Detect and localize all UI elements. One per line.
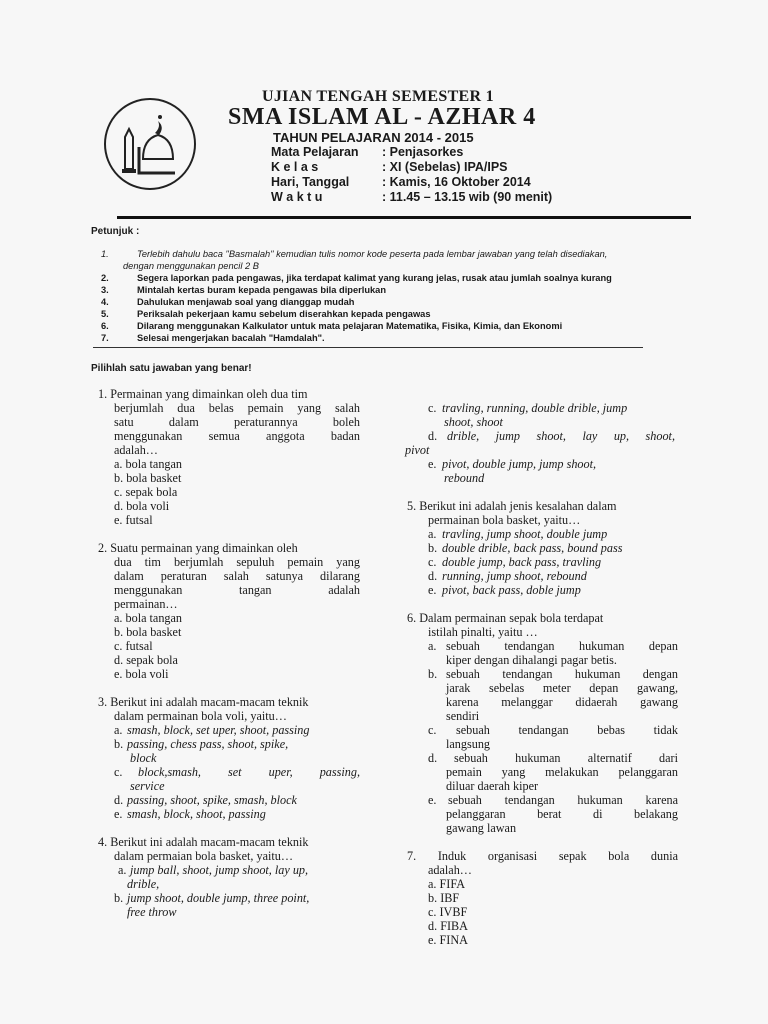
question-text: 5. Berikut ini adalah jenis kesalahan dalam — [407, 499, 617, 513]
option-text: sebuah tendangan hukuman karena — [448, 793, 678, 807]
question-text: adalah… — [428, 863, 472, 877]
rule-text-continued: dengan menggunakan pencil 2 B — [123, 261, 259, 271]
answer-option: e. FINA — [428, 933, 468, 947]
info-label: K e l a s — [271, 160, 319, 174]
question-text: 7. Induk organisasi sepak bola dunia — [407, 849, 678, 863]
option-letter: a. — [114, 723, 123, 737]
option-letter: d. — [428, 751, 438, 765]
rule-number: 3. — [101, 285, 109, 295]
answer-option: a. bola tangan — [114, 457, 183, 471]
option-text-continued: free throw — [127, 905, 177, 919]
option-text-continued: pivot — [405, 443, 430, 457]
rule-number: 6. — [101, 321, 109, 331]
question-text: dalam permaian bola basket, yaitu… — [114, 849, 294, 863]
rule-text: Dilarang menggunakan Kalkulator untuk mata pelajaran Matematika, Fisika, Kimia, dan Ekonomi — [137, 321, 563, 331]
option-text: jump shoot, double jump, three point, — [127, 891, 310, 905]
option-letter: d. — [114, 793, 124, 807]
question-text: adalah… — [114, 443, 158, 457]
option-letter: c. — [428, 723, 437, 737]
option-text: sebuah tendangan hukuman dengan — [446, 667, 678, 681]
answer-option: c. IVBF — [428, 905, 468, 919]
option-text: sebuah hukuman alternatif dari — [454, 751, 678, 765]
option-letter: c. — [428, 401, 437, 415]
option-letter: e. — [428, 457, 437, 471]
info-label: Hari, Tanggal — [271, 175, 350, 189]
rule-number: 7. — [101, 333, 109, 343]
answer-option: d. FIBA — [428, 919, 468, 933]
option-text: passing, shoot, spike, smash, block — [127, 793, 297, 807]
option-text: pemain yang melakukan pelanggaran — [446, 765, 678, 779]
question-text: dalam permainan bola voli, yaitu… — [114, 709, 287, 723]
option-letter: d. — [428, 569, 438, 583]
option-letter: e. — [428, 793, 437, 807]
answer-instruction: Pilihlah satu jawaban yang benar! — [91, 363, 252, 374]
option-text: sebuah tendangan bebas tidak — [456, 723, 678, 737]
option-text: block,smash, set uper, passing, — [138, 765, 360, 779]
option-text: running, jump shoot, rebound — [442, 569, 587, 583]
question-text: permainan… — [114, 597, 178, 611]
question-text: menggunakan tangan adalah — [114, 583, 360, 597]
answer-option: b. IBF — [428, 891, 460, 905]
rule-number: 5. — [101, 309, 109, 319]
option-letter: e. — [114, 807, 123, 821]
school-logo-icon — [103, 97, 197, 191]
option-text: karena melanggar didaerah gawang — [446, 695, 678, 709]
option-text: travling, running, double drible, jump — [442, 401, 628, 415]
header-divider — [117, 216, 691, 219]
rule-text: Periksalah pekerjaan kamu sebelum diserahkan kepada pengawas — [137, 309, 431, 319]
answer-option: a. bola tangan — [114, 611, 183, 625]
answer-option: b. bola basket — [114, 625, 182, 639]
question-text: dalam peraturan salah satunya dilarang — [114, 569, 360, 583]
question-text: 3. Berikut ini adalah macam-macam teknik — [98, 695, 309, 709]
rule-text: Mintalah kertas buram kepada pengawas bila diperlukan — [137, 285, 387, 295]
option-text: kiper dengan dihalangi pagar betis. — [446, 653, 617, 667]
school-name: SMA ISLAM AL - AZHAR 4 — [228, 104, 536, 130]
answer-option: c. futsal — [114, 639, 153, 653]
question-text: menggunakan semua anggota badan — [114, 429, 360, 443]
answer-option: b. bola basket — [114, 471, 182, 485]
option-text-continued: shoot, shoot — [444, 415, 503, 429]
info-value: : XI (Sebelas) IPA/IPS — [382, 160, 508, 174]
option-letter: b. — [428, 667, 438, 681]
rule-text: Terlebih dahulu baca "Basmalah" kemudian tulis nomor kode peserta pada lembar jawaban yang telah disediakan, — [137, 249, 608, 259]
option-letter: c. — [428, 555, 437, 569]
rule-text: Dahulukan menjawab soal yang dianggap mudah — [137, 297, 355, 307]
option-text: travling, jump shoot, double jump — [442, 527, 608, 541]
exam-title: UJIAN TENGAH SEMESTER 1 — [262, 88, 494, 105]
rule-number: 1. — [101, 249, 109, 259]
info-value: : Penjasorkes — [382, 145, 464, 159]
option-text: jarak sebelas meter depan gawang, — [446, 681, 678, 695]
option-text: jump ball, shoot, jump shoot, lay up, — [130, 863, 309, 877]
answer-option: e. futsal — [114, 513, 153, 527]
instructions-title: Petunjuk : — [91, 226, 140, 237]
option-text: drible, jump shoot, lay up, shoot, — [447, 429, 675, 443]
info-value: : 11.45 – 13.15 wib (90 menit) — [382, 190, 553, 204]
option-text: smash, block, shoot, passing — [127, 807, 266, 821]
question-text: dua tim berjumlah sepuluh pemain yang — [114, 555, 360, 569]
rule-text: Segera laporkan pada pengawas, jika terdapat kalimat yang kurang jelas, rusak atau jumlah soalnya kurang — [137, 273, 612, 283]
question-text: istilah pinalti, yaitu … — [428, 625, 538, 639]
option-text: pivot, double jump, jump shoot, — [442, 457, 597, 471]
answer-option: d. bola voli — [114, 499, 170, 513]
option-text: smash, block, set uper, shoot, passing — [127, 723, 310, 737]
option-letter: e. — [428, 583, 437, 597]
option-text: diluar daerah kiper — [446, 779, 539, 793]
option-text: double drible, back pass, bound pass — [442, 541, 623, 555]
info-label: W a k t u — [271, 190, 323, 204]
option-text: pelanggaran berat di belakang — [446, 807, 678, 821]
answer-option: c. sepak bola — [114, 485, 178, 499]
question-text: 2. Suatu permainan yang dimainkan oleh — [98, 541, 298, 555]
option-letter: c. — [114, 765, 123, 779]
question-text: 4. Berikut ini adalah macam-macam teknik — [98, 835, 309, 849]
option-text: sebuah tendangan hukuman depan — [446, 639, 678, 653]
rule-text: Selesai mengerjakan bacalah "Hamdalah". — [137, 333, 325, 343]
option-letter: a. — [118, 863, 127, 877]
answer-option: a. FIFA — [428, 877, 466, 891]
answer-option: d. sepak bola — [114, 653, 178, 667]
option-text-continued: block — [130, 751, 157, 765]
question-text: 1. Permainan yang dimainkan oleh dua tim — [98, 387, 308, 401]
question-text: 6. Dalam permainan sepak bola terdapat — [407, 611, 604, 625]
academic-year: TAHUN PELAJARAN 2014 - 2015 — [273, 130, 474, 145]
option-text: double jump, back pass, travling — [442, 555, 602, 569]
answer-option: e. bola voli — [114, 667, 169, 681]
instructions-divider — [93, 347, 643, 348]
option-text: pivot, back pass, doble jump — [442, 583, 581, 597]
rule-number: 4. — [101, 297, 109, 307]
option-text: passing, chess pass, shoot, spike, — [127, 737, 289, 751]
question-text: permainan bola basket, yaitu… — [428, 513, 581, 527]
option-letter: d. — [428, 429, 438, 443]
option-letter: a. — [428, 639, 437, 653]
question-text: satu dalam peraturannya boleh — [114, 415, 360, 429]
option-text: gawang lawan — [446, 821, 517, 835]
rule-number: 2. — [101, 273, 109, 283]
info-value: : Kamis, 16 Oktober 2014 — [382, 175, 531, 189]
option-letter: a. — [428, 527, 437, 541]
option-text-continued: rebound — [444, 471, 485, 485]
option-letter: b. — [114, 737, 124, 751]
option-text: langsung — [446, 737, 491, 751]
question-text: berjumlah dua belas pemain yang salah — [114, 401, 360, 415]
option-text-continued: service — [130, 779, 165, 793]
info-label: Mata Pelajaran — [271, 145, 359, 159]
option-letter: b. — [428, 541, 438, 555]
option-text-continued: drible, — [127, 877, 160, 891]
option-letter: b. — [114, 891, 124, 905]
option-text: sendiri — [446, 709, 480, 723]
